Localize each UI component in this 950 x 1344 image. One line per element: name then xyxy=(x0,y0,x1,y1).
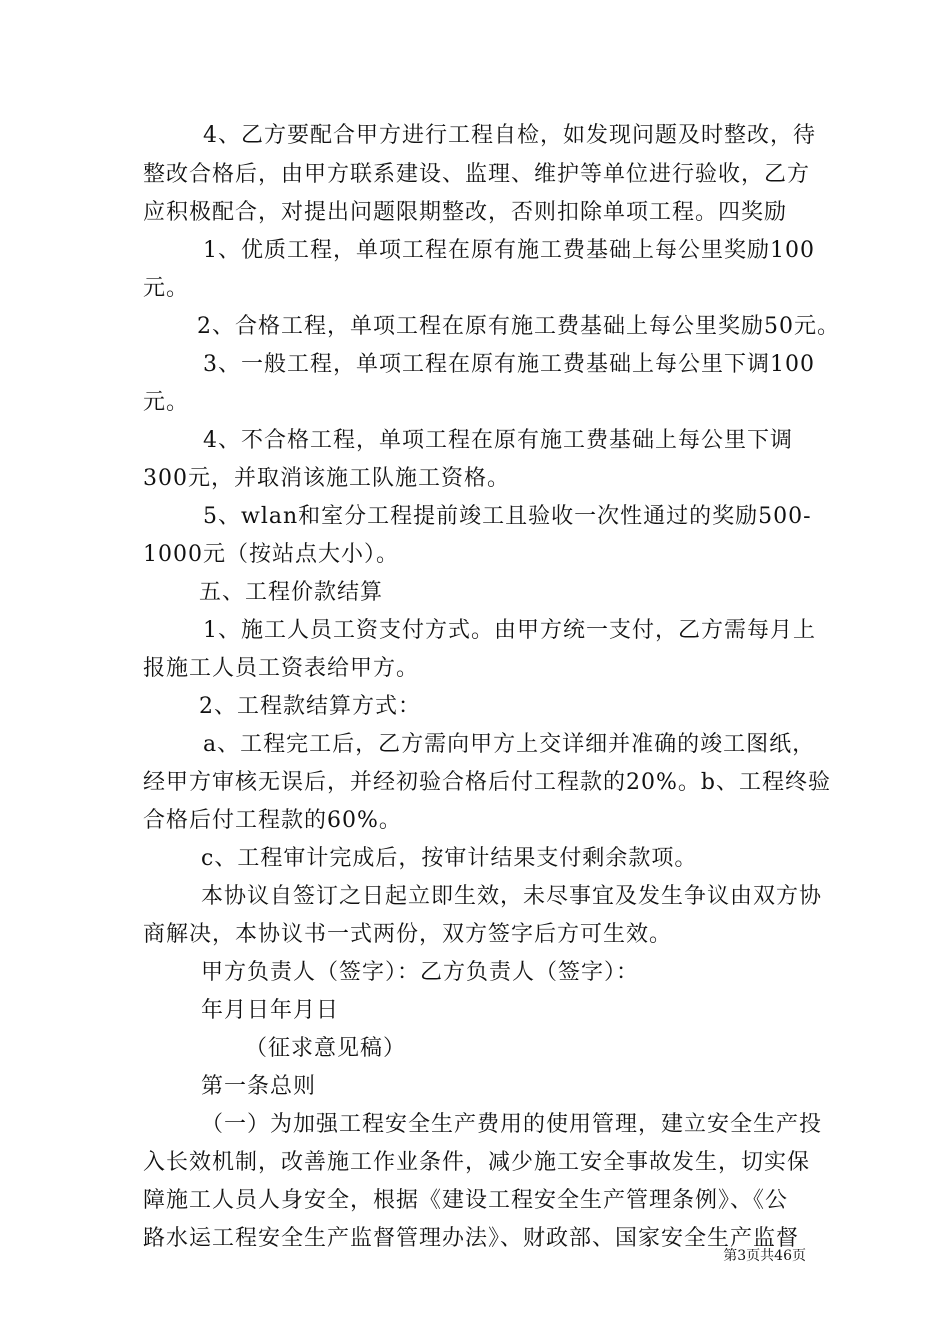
text-line: 合格后付工程款的60%。 xyxy=(143,808,402,833)
text-line: 300元，并取消该施工队施工资格。 xyxy=(143,466,510,491)
section-heading: 五、工程价款结算 xyxy=(199,580,384,605)
text-line: 整改合格后，由甲方联系建设、监理、维护等单位进行验收，乙方 xyxy=(143,162,811,187)
subtitle: （征求意见稿） xyxy=(245,1036,407,1061)
text-line: 3、一般工程，单项工程在原有施工费基础上每公里下调100 xyxy=(203,352,815,377)
text-line: （一）为加强工程安全生产费用的使用管理，建立安全生产投 xyxy=(201,1112,823,1137)
text-line: 1000元（按站点大小）。 xyxy=(143,542,399,567)
text-line: 元。 xyxy=(143,276,190,301)
text-line: 1、施工人员工资支付方式。由甲方统一支付，乙方需每月上 xyxy=(203,618,816,643)
text-line: 应积极配合，对提出问题限期整改，否则扣除单项工程。四奖励 xyxy=(143,200,788,225)
text-line: 1、优质工程，单项工程在原有施工费基础上每公里奖励100 xyxy=(203,238,815,263)
text-line: a、工程完工后，乙方需向甲方上交详细并准确的竣工图纸， xyxy=(203,732,816,757)
text-line: c、工程审计完成后，按审计结果支付剩余款项。 xyxy=(201,846,698,871)
text-line: 4、不合格工程，单项工程在原有施工费基础上每公里下调 xyxy=(203,428,793,453)
text-line: 障施工人员人身安全，根据《建设工程安全生产管理条例》、《公 xyxy=(143,1188,789,1213)
text-line: 报施工人员工资表给甲方。 xyxy=(143,656,420,681)
text-line: 商解决，本协议书一式两份，双方签字后方可生效。 xyxy=(143,922,673,947)
signature-line: 甲方负责人（签字）：乙方负责人（签字）： xyxy=(201,960,640,985)
article-heading: 第一条总则 xyxy=(201,1074,317,1099)
text-line: 5、wlan和室分工程提前竣工且验收一次性通过的奖励500- xyxy=(203,504,812,529)
text-line: 入长效机制，改善施工作业条件，减少施工安全事故发生，切实保 xyxy=(143,1150,811,1175)
text-line: 4、乙方要配合甲方进行工程自检，如发现问题及时整改，待 xyxy=(203,123,816,148)
text-line: 2、工程款结算方式： xyxy=(199,694,421,719)
text-line: 2、合格工程，单项工程在原有施工费基础上每公里奖励50元。 xyxy=(197,314,840,339)
page-number: 第3页共46页 xyxy=(723,1248,806,1264)
text-line: 元。 xyxy=(143,390,190,415)
text-line: 经甲方审核无误后，并经初验合格后付工程款的20%。b、工程终验 xyxy=(143,770,831,795)
text-line: 路水运工程安全生产监督管理办法》、财政部、国家安全生产监督 xyxy=(143,1226,800,1251)
date-line: 年月日年月日 xyxy=(201,998,340,1023)
text-line: 本协议自签订之日起立即生效，未尽事宜及发生争议由双方协 xyxy=(201,884,823,909)
